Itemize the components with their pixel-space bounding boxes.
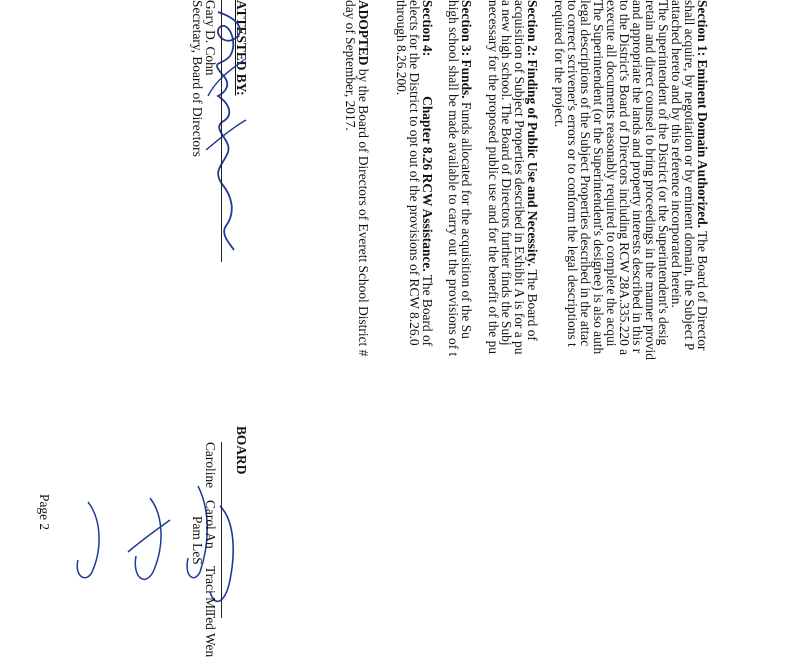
section-1-line: attached hereto and by this reference incorporated herein.: [669, 0, 684, 308]
section-3-line: Funds allocated for the acquisition of the Su: [459, 98, 474, 339]
section-3: [447, 0, 473, 356]
section-2: [487, 0, 539, 354]
section-1-line: execute all documents reasonably required to complete the acqui: [604, 0, 619, 347]
section-1: [553, 0, 709, 360]
section-4-first-line: [421, 0, 434, 346]
section-1-line: The Superintendent of the District (or the Superintendent's desig: [656, 0, 671, 346]
board-member-name: Pam LeS: [190, 516, 205, 565]
section-1-line: to correct scrivener's errors or to conform the legal descriptions t: [565, 0, 580, 347]
section-1-line: required for the project.: [552, 0, 567, 128]
section-1-first-line: [696, 0, 709, 360]
secretary-signature-line: [221, 0, 222, 262]
section-3-line: high school shall be made available to carry out the provisions of t: [446, 0, 461, 357]
secretary-name: Gary D. Cohn: [203, 0, 218, 76]
board-member-name: Caroline: [203, 442, 218, 489]
section-3-heading: Section 3: Funds.: [459, 0, 474, 99]
section-4-line: elects for the District to opt out of the provisions of RCW 8.26.0: [407, 0, 422, 346]
section-1-line: The Superintendent (or the Superintendent's designee) is also auth: [591, 0, 606, 355]
section-2-line: necessary for the proposed public use and for the benefit of the pu: [486, 0, 501, 354]
board-member-name: Traci Mi: [203, 566, 218, 613]
section-1-line: legal descriptions of the Subject Properties described in the attac: [578, 0, 593, 347]
adopted-line: by the Board of Directors of Everett School District #: [356, 65, 371, 357]
adopted-heading: ADOPTED: [356, 0, 371, 66]
board-signature-line: [221, 610, 222, 618]
adopted-paragraph: [344, 0, 370, 356]
secretary-title: Secretary, Board of Directors: [190, 0, 205, 157]
adopted-first-line: [357, 0, 370, 356]
section-3-first-line: [460, 0, 473, 356]
board-member-name: Carol An: [203, 500, 218, 549]
section-2-line: a new high school. The Board of Directors further finds the Subj: [499, 0, 514, 346]
section-1-line: and appropriate the lands and property interests described in this r: [630, 0, 645, 354]
section-4-line: through 8.26.200.: [394, 0, 409, 96]
adopted-line: day of September, 2017.: [343, 0, 358, 131]
section-1-line: to the District's Board of Directors including RCW 28A.335.220 a: [617, 0, 632, 356]
section-4-line: The Board of: [420, 271, 435, 347]
page-number: Page 2: [37, 494, 52, 531]
section-2-line: acquisition of Subject Properties described in Exhibit A is for a pu: [512, 0, 527, 355]
section-4: [395, 0, 434, 346]
section-2-first-line: [526, 0, 539, 354]
section-1-line: retain and direct counsel to bring proceedings in the manner provid: [643, 0, 658, 360]
board-heading: BOARD: [234, 426, 249, 475]
section-1-heading: Section 1: Eminent Domain Authorized.: [695, 0, 710, 229]
section-2-heading: Section 2: Finding of Public Use and Necessity.: [525, 0, 540, 267]
section-1-line: The Board of Director: [695, 228, 710, 351]
attested-by-label: ATTESTED BY:: [234, 0, 249, 96]
board-member-name: Ted Wen: [203, 610, 218, 657]
section-2-line: The Board of: [525, 266, 540, 341]
section-4-heading: Section 4:: [420, 0, 435, 57]
section-1-line: shall acquire, by negotiation or by eminent domain, the Subject P: [682, 0, 697, 351]
section-4-subheading: Chapter 8.26 RCW Assistance.: [420, 96, 435, 272]
